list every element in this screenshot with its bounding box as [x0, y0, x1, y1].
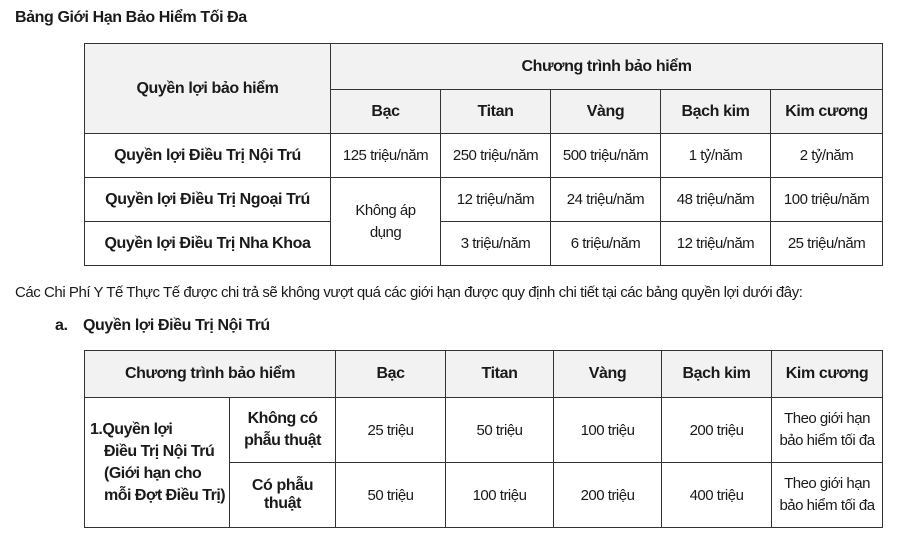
table-cell: 100 triệu [446, 463, 554, 528]
cell-line: bảo hiểm tối đa [779, 432, 875, 449]
cell-line: Theo giới hạn [784, 410, 870, 427]
table-cell: 100 triệu/năm [771, 178, 883, 222]
section-title: Quyền lợi Điều Trị Nội Trú [83, 317, 270, 334]
cell-line: bảo hiểm tối đa [779, 497, 875, 514]
header-program: Chương trình bảo hiểm [331, 44, 883, 90]
plan-header-gold: Vàng [551, 90, 661, 134]
sub-label-no-surgery [230, 398, 336, 463]
benefit-line: Điều Trị Nội Trú [104, 442, 215, 460]
row-label-dental: Quyền lợi Điều Trị Nha Khoa [85, 222, 331, 266]
table-cell: 48 triệu/năm [661, 178, 771, 222]
table-cell: 125 triệu/năm [331, 134, 441, 178]
plan-header-titan: Titan [446, 351, 554, 398]
header-program: Chương trình bảo hiểm [85, 351, 336, 398]
table-cell: 250 triệu/năm [441, 134, 551, 178]
table-cell: 50 triệu [446, 398, 554, 463]
table-cell: 24 triệu/năm [551, 178, 661, 222]
table-cell: 50 triệu [336, 463, 446, 528]
not-applicable-line: dụng [369, 223, 402, 241]
table-cell: 500 triệu/năm [551, 134, 661, 178]
header-benefit: Quyền lợi bảo hiểm [85, 44, 331, 134]
page-title: Bảng Giới Hạn Bảo Hiểm Tối Đa [15, 9, 247, 26]
table-cell: 200 triệu [662, 398, 772, 463]
plan-header-diamond: Kim cương [772, 351, 883, 398]
section-label: a. [55, 317, 68, 334]
plan-header-titan: Titan [441, 90, 551, 134]
note-text: Các Chi Phí Y Tế Thực Tế được chi trả sẽ không vượt quá các giới hạn được quy định chi tiết tại các bảng quyền lợi dưới đây: [15, 284, 803, 301]
max-limit-table [84, 43, 883, 266]
table-cell: 12 triệu/năm [661, 222, 771, 266]
plan-header-diamond: Kim cương [771, 90, 883, 134]
table-cell [772, 398, 883, 463]
table-cell: 100 triệu [554, 398, 662, 463]
cell-line: Theo giới hạn [784, 475, 870, 492]
sub-label-line: Không có [247, 410, 318, 427]
benefit-line: mỗi Đợt Điều Trị) [104, 486, 226, 504]
table-row [85, 398, 883, 463]
plan-header-platinum: Bạch kim [662, 351, 772, 398]
sub-label-with-surgery: Có phẫu thuật [230, 463, 336, 528]
plan-header-platinum: Bạch kim [661, 90, 771, 134]
table-row [85, 222, 883, 266]
row-label-inpatient: Quyền lợi Điều Trị Nội Trú [85, 134, 331, 178]
table-cell: 12 triệu/năm [441, 178, 551, 222]
benefit-label-inpatient [85, 398, 230, 528]
table-cell: 1 tỷ/năm [661, 134, 771, 178]
table-cell: 2 tỷ/năm [771, 134, 883, 178]
table-row [85, 178, 883, 222]
table-row [85, 134, 883, 178]
table-cell: 3 triệu/năm [441, 222, 551, 266]
plan-header-silver: Bạc [331, 90, 441, 134]
table-cell: 400 triệu [662, 463, 772, 528]
inpatient-benefit-table [84, 350, 883, 528]
benefit-line: 1.Quyền lợi [90, 420, 173, 438]
plan-header-gold: Vàng [554, 351, 662, 398]
section-heading [55, 317, 270, 335]
not-applicable-line: Không áp [355, 201, 416, 219]
table-cell: 6 triệu/năm [551, 222, 661, 266]
not-applicable-cell [331, 178, 441, 266]
table-cell: 200 triệu [554, 463, 662, 528]
benefit-line: (Giới hạn cho [104, 464, 202, 482]
table-cell [772, 463, 883, 528]
sub-label-line: phẫu thuật [244, 432, 321, 449]
table-cell: 25 triệu [336, 398, 446, 463]
plan-header-silver: Bạc [336, 351, 446, 398]
row-label-outpatient: Quyền lợi Điều Trị Ngoại Trú [85, 178, 331, 222]
table-cell: 25 triệu/năm [771, 222, 883, 266]
